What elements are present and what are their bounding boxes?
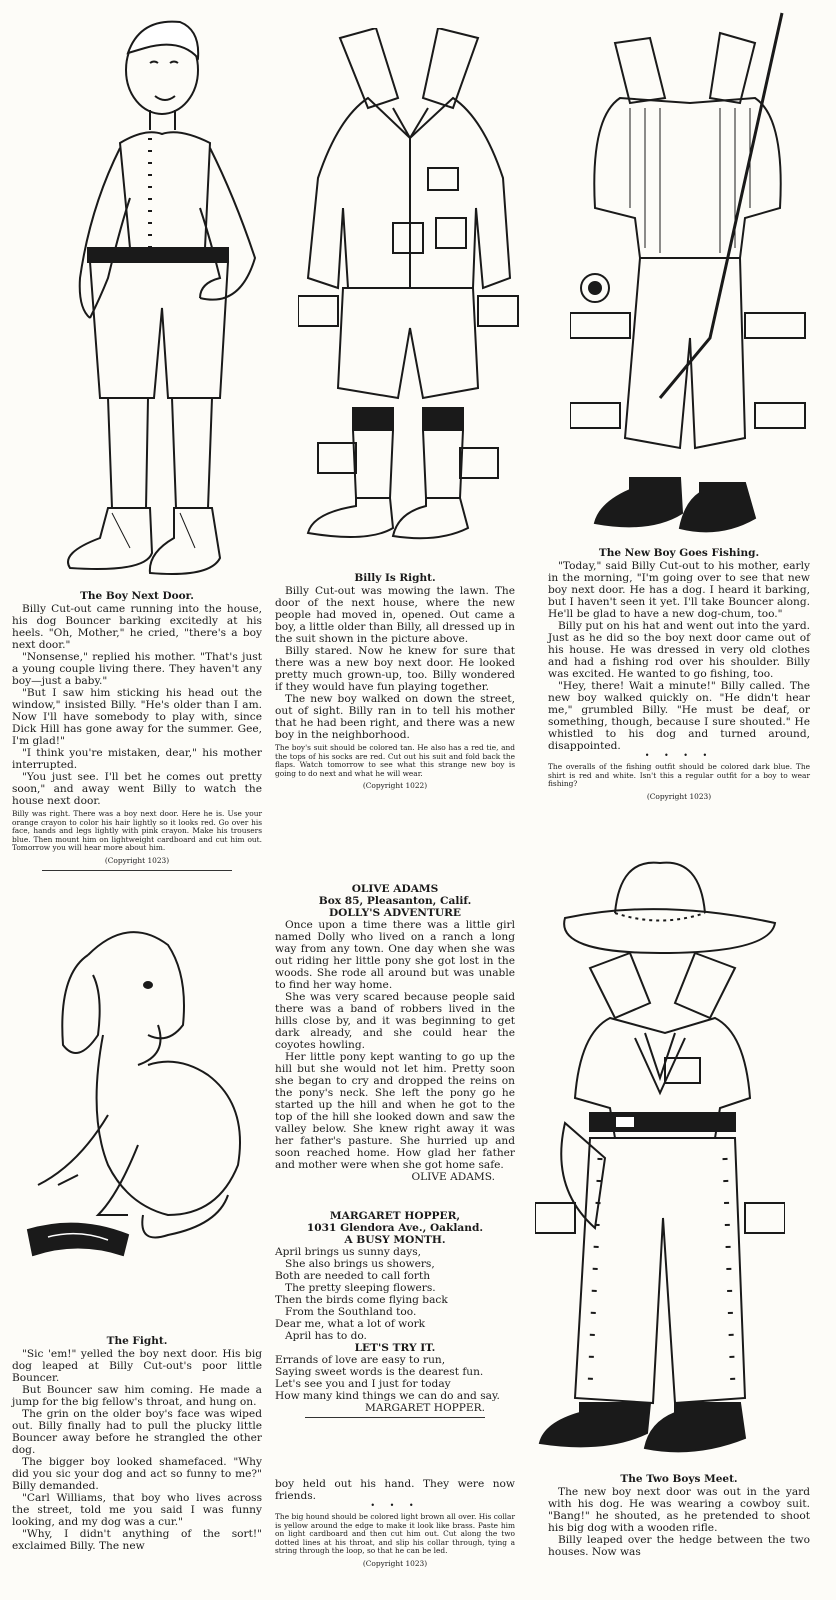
story-paragraph: Billy stared. Now he knew for sure that there was a new boy next door. He looked pretty much grown-up, too. Billy wondered if they would have fun playing together. xyxy=(275,645,515,693)
poem-line: How many kind things we can do and say. xyxy=(275,1390,500,1402)
letter-address: Box 85, Pleasanton, Calif. xyxy=(318,895,472,907)
letter-paragraph: Her little pony kept wanting to go up the hill but she would not let him. Pretty soon she began to cry and dropped the reins on the pony's neck. She left the pony go he started up the hill and when he got to the top of the hill she looked down and saw the valley below. She knew right away it was her father's pasture. She hurried up and soon reached home. How glad her father and mother were when she got home safe. xyxy=(275,1051,515,1171)
story-paragraph: "Why, I didn't anything of the sort!" exclaimed Billy. The new xyxy=(12,1528,262,1552)
separator-dots: • • • xyxy=(370,1501,420,1510)
coloring-note: Billy was right. There was a boy next door. Here he is. Use your orange crayon to color his hair lightly so it looks red. Go over his face, hands and legs lightly with pink crayon. Make his trousers blue. Then mount him on lightweight cardboard and cut him out. Tomorrow you will hear more about him. xyxy=(12,809,262,853)
story-paragraph: "Nonsense," replied his mother. "That's just a young couple living there. They haven't any boy—just a baby." xyxy=(12,651,262,687)
letter-paragraph: She was very scared because people said there was a band of robbers lived in the hills close by, and it was beginning to get dark already, and she could hear the coyotes howling. xyxy=(275,991,515,1051)
story-paragraph: Billy put on his hat and went out into the yard. Just as he did so the boy next door came out of his house. He was dressed in very old clothes and had a fishing rod over his shoulder. Billy was excited. He wanted to go fishing, too. xyxy=(548,620,810,680)
copyright-line: (Copyright 1022) xyxy=(362,781,428,791)
boy-next-door-figure xyxy=(50,8,260,583)
poem-address: 1031 Glendora Ave., Oakland. xyxy=(306,1222,484,1234)
copyright-line: (Copyright 1023) xyxy=(104,855,170,865)
poem-title: A BUSY MONTH. xyxy=(344,1234,446,1246)
story-paragraph: "You just see. I'll bet he comes out pretty soon," and away went Billy to watch the house next door. xyxy=(12,771,262,807)
story-new-boy-fishing xyxy=(548,547,810,803)
coloring-note: The overalls of the fishing outfit should be colored dark blue. The shirt is red and white. Isn't this a regular outfit for a boy to wear fishing? xyxy=(548,762,810,789)
story-title: The Two Boys Meet. xyxy=(620,1473,738,1485)
letter-dollys-adventure xyxy=(275,883,515,1183)
story-paragraph: "Sic 'em!" yelled the boy next door. His big dog leaped at Billy Cut-out's poor little Bouncer. xyxy=(12,1348,262,1384)
cowboy-outfit-figure xyxy=(535,858,785,1470)
copyright-line: (Copyright 1023) xyxy=(362,1558,428,1568)
poem-line: April brings us sunny days, xyxy=(275,1246,422,1258)
story-paragraph: Billy Cut-out was mowing the lawn. The door of the next house, where the new people had moved in, opened. Out came a boy, a little older than Billy, all dressed up in the suit shown in the picture above. xyxy=(275,585,515,645)
story-paragraph: But Bouncer saw him coming. He made a jump for the big fellow's throat, and hung on. xyxy=(12,1384,262,1408)
letter-title: DOLLY'S ADVENTURE xyxy=(329,907,461,919)
poem-line: Saying sweet words is the dearest fun. xyxy=(275,1366,484,1378)
story-paragraph: The bigger boy looked shamefaced. "Why did you sic your dog and act so funny to me?" Billy demanded. xyxy=(12,1456,262,1492)
coloring-note: The big hound should be colored light brown all over. His collar is yellow around the edge to make it look like brass. Paste him on light cardboard and then cut him out. Cut along the two dotted lines at his throat, and slip his collar through, tying a string through the loop, so that he can be led. xyxy=(275,1512,515,1556)
letter-signature: OLIVE ADAMS. xyxy=(411,1171,495,1183)
poems-margaret-hopper xyxy=(275,1210,515,1421)
story-two-boys-meet xyxy=(548,1473,810,1558)
story-paragraph: The new boy next door was out in the yard with his dog. He was wearing a cowboy suit. "Bang!" he shouted, as he pretended to shoot his big dog with a wooden rifle. xyxy=(548,1486,810,1534)
story-paragraph: Billy leaped over the hedge between the two houses. Now was xyxy=(548,1534,810,1558)
story-paragraph: "Carl Williams, that boy who lives across the street, told me you said I was funny looking, and my dog was a cur." xyxy=(12,1492,262,1528)
poem-line: April has to do. xyxy=(285,1330,367,1342)
story-paragraph: Billy Cut-out came running into the house, his dog Bouncer barking excitedly at his heels. "Oh, Mother," he cried, "there's a boy next door." xyxy=(12,603,262,651)
poem-line: From the Southland too. xyxy=(285,1306,417,1318)
suit-outfit-figure xyxy=(298,28,523,568)
poem-line: Both are needed to call forth xyxy=(275,1270,431,1282)
letter-author: OLIVE ADAMS xyxy=(351,883,439,895)
story-boy-next-door xyxy=(12,590,262,874)
story-title: The Boy Next Door. xyxy=(80,590,194,602)
fishing-outfit-figure xyxy=(570,8,810,548)
poem-line: Dear me, what a lot of work xyxy=(275,1318,426,1330)
poem-line: The pretty sleeping flowers. xyxy=(285,1282,436,1294)
poem-line: Errands of love are easy to run, xyxy=(275,1354,446,1366)
poem-author: MARGARET HOPPER, xyxy=(329,1210,461,1222)
story-paragraph: The new boy walked on down the street, out of sight. Billy ran in to tell his mother that he had been right, and there was a new boy in the neighborhood. xyxy=(275,693,515,741)
poem-line: Let's see you and I just for today xyxy=(275,1378,451,1390)
story-the-fight xyxy=(12,1335,262,1552)
story-paragraph: "I think you're mistaken, dear," his mother interrupted. xyxy=(12,747,262,771)
divider-rule xyxy=(305,1417,485,1418)
separator-dots: • • • • xyxy=(644,751,714,760)
continuation-text: boy held out his hand. They were now friends. xyxy=(275,1478,515,1502)
story-paragraph: "But I saw him sticking his head out the window," insisted Billy. "He's older than I am. Now I'll have somebody to play with, since Dick Hill has gone away for the summer. Gee, I'm glad!" xyxy=(12,687,262,747)
copyright-line: (Copyright 1023) xyxy=(646,791,712,801)
story-title: The Fight. xyxy=(106,1335,168,1347)
poem-signature: MARGARET HOPPER. xyxy=(365,1402,485,1414)
story-title: The New Boy Goes Fishing. xyxy=(598,547,760,559)
story-billy-is-right xyxy=(275,572,515,792)
story-paragraph: "Hey, there! Wait a minute!" Billy called. The new boy walked quickly on. "He didn't hear me," grumbled Billy. "He must be deaf, or something, though, because I sure shouted." He whistled to his dog and turned around, disappointed. xyxy=(548,680,810,752)
poem-line: Then the birds come flying back xyxy=(275,1294,448,1306)
story-paragraph: "Today," said Billy Cut-out to his mother, early in the morning, "I'm going over to see that new boy next door. He has a dog. I heard it barking, but I haven't seen it yet. I'll take Bouncer along. He'll be glad to have a new dog-chum, too." xyxy=(548,560,810,620)
poem-title: LET'S TRY IT. xyxy=(354,1342,436,1354)
letter-paragraph: Once upon a time there was a little girl named Dolly who lived on a ranch a long way from any town. One day when she was out riding her little pony she got lost in the woods. She rode all around but was unable to find her way home. xyxy=(275,919,515,991)
story-title: Billy Is Right. xyxy=(354,572,436,584)
coloring-note: The boy's suit should be colored tan. He also has a red tie, and the tops of his socks are red. Cut out his suit and fold back the flaps. Watch tomorrow to see what this strange new boy is going to do next and what he will wear. xyxy=(275,743,515,778)
poem-line: She also brings us showers, xyxy=(285,1258,435,1270)
hound-dog-figure xyxy=(18,915,258,1260)
story-fight-continuation xyxy=(275,1478,515,1570)
story-paragraph: The grin on the older boy's face was wiped out. Billy finally had to pull the plucky little Bouncer away before he strangled the other dog. xyxy=(12,1408,262,1456)
divider-rule xyxy=(42,870,232,871)
